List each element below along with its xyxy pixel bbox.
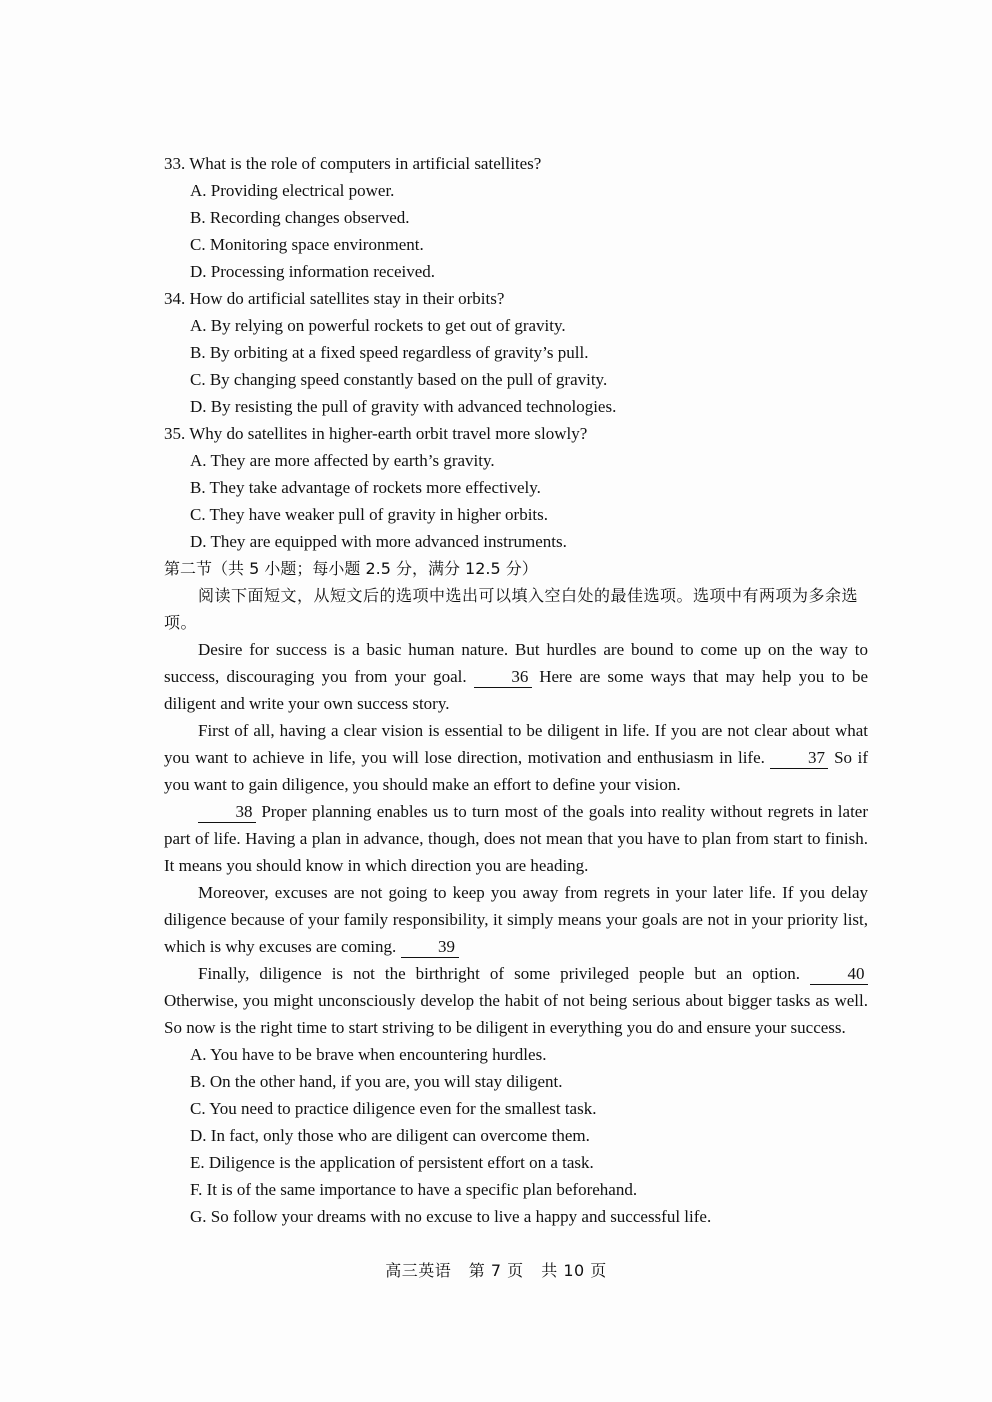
option-a: A. Providing electrical power. xyxy=(190,181,395,200)
question-stem: 34. How do artificial satellites stay in their orbits? xyxy=(164,289,505,308)
blank-38: 38 xyxy=(198,802,256,823)
option-b: B. They take advantage of rockets more effectively. xyxy=(190,478,541,497)
option-c: C. Monitoring space environment. xyxy=(190,235,424,254)
passage-text: So if you want to gain diligence, you should make an effort to define your vision. xyxy=(164,748,868,794)
footer-total-pages: 共 10 页 xyxy=(541,1261,607,1280)
passage-text: First of all, having a clear vision is essential to be diligent in life. If you are not clear about what you want to achieve in life, you will lose direction, motivation and enthusiasm in life. xyxy=(164,721,868,767)
passage-paragraph-4 xyxy=(164,879,868,960)
passage-text: Moreover, excuses are not going to keep you away from regrets in your later life. If you delay diligence because of your family responsibility, it simply means your goals are not in your priority list, which is why excuses are coming. xyxy=(164,883,868,956)
question-stem: 33. What is the role of computers in artificial satellites? xyxy=(164,154,542,173)
option-a: A. They are more affected by earth’s gravity. xyxy=(190,451,495,470)
choice-f: F. It is of the same importance to have a specific plan beforehand. xyxy=(190,1180,638,1199)
option-a: A. By relying on powerful rockets to get out of gravity. xyxy=(190,316,566,335)
choice-g: G. So follow your dreams with no excuse to live a happy and successful life. xyxy=(190,1207,712,1226)
page-footer xyxy=(0,1258,992,1281)
blank-40: 40 xyxy=(810,964,868,985)
blank-36: 36 xyxy=(474,667,532,688)
option-b: B. By orbiting at a fixed speed regardless of gravity’s pull. xyxy=(190,343,589,362)
passage-text: Otherwise, you might unconsciously develop the habit of not being serious about bigger tasks as well. So now is the right time to start striving to be diligent in everything you do and ensure your success. xyxy=(164,991,868,1037)
footer-subject: 高三英语 xyxy=(385,1261,452,1280)
passage-paragraph-1 xyxy=(164,636,868,717)
question-33 xyxy=(164,150,868,285)
footer-page-number: 第 7 页 xyxy=(468,1261,524,1280)
section-heading: 第二节（共 5 小题；每小题 2.5 分，满分 12.5 分） xyxy=(164,559,538,578)
question-35 xyxy=(164,420,868,555)
choice-b: B. On the other hand, if you are, you will stay diligent. xyxy=(190,1072,563,1091)
option-c: C. By changing speed constantly based on the pull of gravity. xyxy=(190,370,608,389)
choice-e: E. Diligence is the application of persistent effort on a task. xyxy=(190,1153,594,1172)
passage-paragraph-3 xyxy=(164,798,868,879)
question-34 xyxy=(164,285,868,420)
question-stem: 35. Why do satellites in higher-earth orbit travel more slowly? xyxy=(164,424,588,443)
section-instruction: 阅读下面短文，从短文后的选项中选出可以填入空白处的最佳选项。选项中有两项为多余选项。 xyxy=(164,586,859,632)
answer-choices xyxy=(164,1041,868,1230)
choice-d: D. In fact, only those who are diligent can overcome them. xyxy=(190,1126,590,1145)
passage-text: Here are some ways that may help you to be diligent and write your own success story. xyxy=(164,667,869,713)
option-b: B. Recording changes observed. xyxy=(190,208,410,227)
blank-37: 37 xyxy=(770,748,828,769)
choice-a: A. You have to be brave when encountering hurdles. xyxy=(190,1045,547,1064)
option-d: D. By resisting the pull of gravity with advanced technologies. xyxy=(190,397,617,416)
passage-paragraph-2 xyxy=(164,717,868,798)
passage-text: Proper planning enables us to turn most of the goals into reality without regrets in later part of life. Having a plan in advance, though, does not mean that you have to plan from start to finish. It means you should know in which direction you are heading. xyxy=(164,802,868,875)
blank-39: 39 xyxy=(401,937,459,958)
option-d: D. Processing information received. xyxy=(190,262,436,281)
reading-passage xyxy=(164,636,868,1041)
page-content xyxy=(164,150,868,1230)
option-d: D. They are equipped with more advanced instruments. xyxy=(190,532,567,551)
passage-text: Finally, diligence is not the birthright of some privileged people but an option. xyxy=(198,964,800,983)
passage-paragraph-5 xyxy=(164,960,868,1041)
choice-c: C. You need to practice diligence even for the smallest task. xyxy=(190,1099,597,1118)
passage-text: Desire for success is a basic human nature. But hurdles are bound to come up on the way to success, discouraging you from your goal. xyxy=(164,640,868,686)
option-c: C. They have weaker pull of gravity in higher orbits. xyxy=(190,505,549,524)
